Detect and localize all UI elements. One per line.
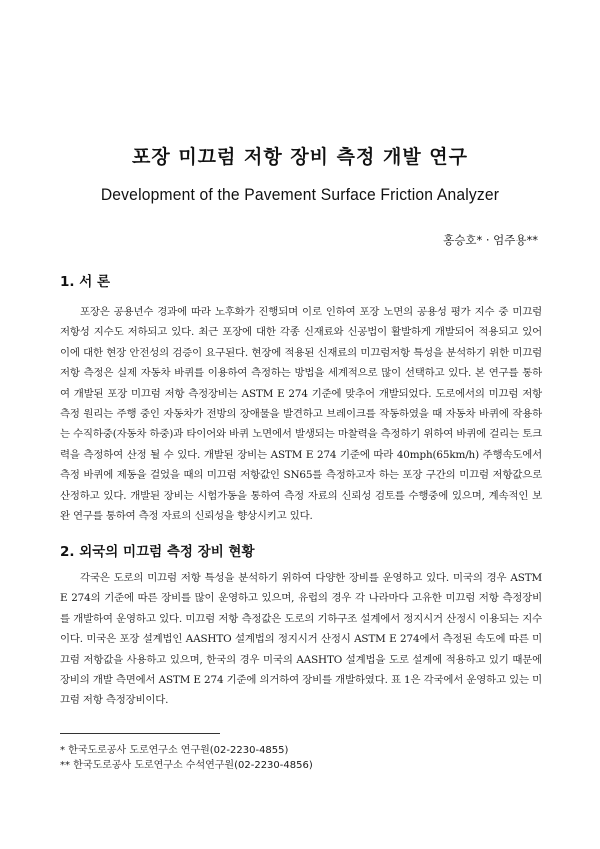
section-body-foreign-equipment: 각국은 도로의 미끄럼 저항 특성을 분석하기 위하여 다양한 장비를 운영하고 있다. 미국의 경우 ASTM E 274의 기준에 따른 장비를 많이 운영하고 있으며, 유럽의 경우 각 나라마다 고유한 미끄럼 저항 측정장비를 개발하여 운영하고 있다. 미끄럼 저항 측정값은 도로의 기하구조 설계에서 정지시거 산정시 이용되는 지수이다. 미국은 포장 설계법인 AASHTO 설계법의 정지시거 산정시 ASTM E 274에서 측정된 속도에 따른 미끄럼 저항값을 사용하고 있으며, 한국의 경우 미국의 AASHTO 설계법을 도로 설계에 적용하고 있기 때문에 장비의 개발 측면에서 ASTM E 274 기준에 의거하여 장비를 개발하였다. 표 1은 각국에서 운영하고 있는 미끄럼 저항 측정장비이다.	[60, 572, 542, 707]
paper-title-korean: 포장 미끄럼 저항 장비 측정 개발 연구	[132, 146, 468, 168]
footnote-second-author: ** 한국도로공사 도로연구소 수석연구원(02-2230-4856)	[60, 760, 313, 771]
paper-authors: 홍승호* · 엄주용**	[443, 233, 538, 247]
footnote-first-author: * 한국도로공사 도로연구소 연구원(02-2230-4855)	[60, 745, 289, 756]
footnote-divider	[60, 733, 220, 734]
section-heading-foreign-equipment: 2. 외국의 미끄럼 측정 장비 현황	[60, 544, 255, 560]
paper-title-english: Development of the Pavement Surface Friction Analyzer	[100, 185, 500, 204]
section-heading-introduction: 1. 서 론	[60, 274, 111, 290]
section-body-introduction: 포장은 공용년수 경과에 따라 노후화가 진행되며 이로 인하여 포장 노면의 공용성 평가 지수 중 미끄럼 저항성 지수도 저하되고 있다. 최근 포장에 대한 각종 신재료와 신공법이 활발하게 개발되어 적용되고 있어 이에 대한 현장 안전성의 검증이 요구된다. 현장에 적용된 신재료의 미끄럼저항 특성을 분석하기 위한 미끄럼 저항 측정은 실제 자동차 바퀴를 이용하여 측정하는 방법을 세계적으로 많이 선택하고 있다. 본 연구를 통하여 개발된 포장 미끄럼 저항 측정장비는 ASTM E 274 기준에 맞추어 개발되었다. 도로에서의 미끄럼 저항 측정 원리는 주행 중인 자동차가 전방의 장애물을 발견하고 브레이크를 작동하였을 때 자동차 바퀴에 작용하는 수직하중(자동차 하중)과 타이어와 바퀴 노면에서 발생되는 마찰력을 측정하기 위하여 바퀴에 걸리는 토크력을 측정하여 산정 될 수 있다. 개발된 장비는 ASTM E 274 기준에 따라 40mph(65km/h) 주행속도에서 측정 바퀴에 제동을 걸었을 때의 미끄럼 저항값인 SN65를 측정하고자 하는 포장 구간의 미끄럼 저항값으로 산정하고 있다. 개발된 장비는 시험가동을 통하여 측정 자료의 신뢰성 검토를 수행중에 있으며, 계속적인 보완 연구를 통하여 측정 자료의 신뢰성을 향상시키고 있다.	[60, 306, 542, 523]
